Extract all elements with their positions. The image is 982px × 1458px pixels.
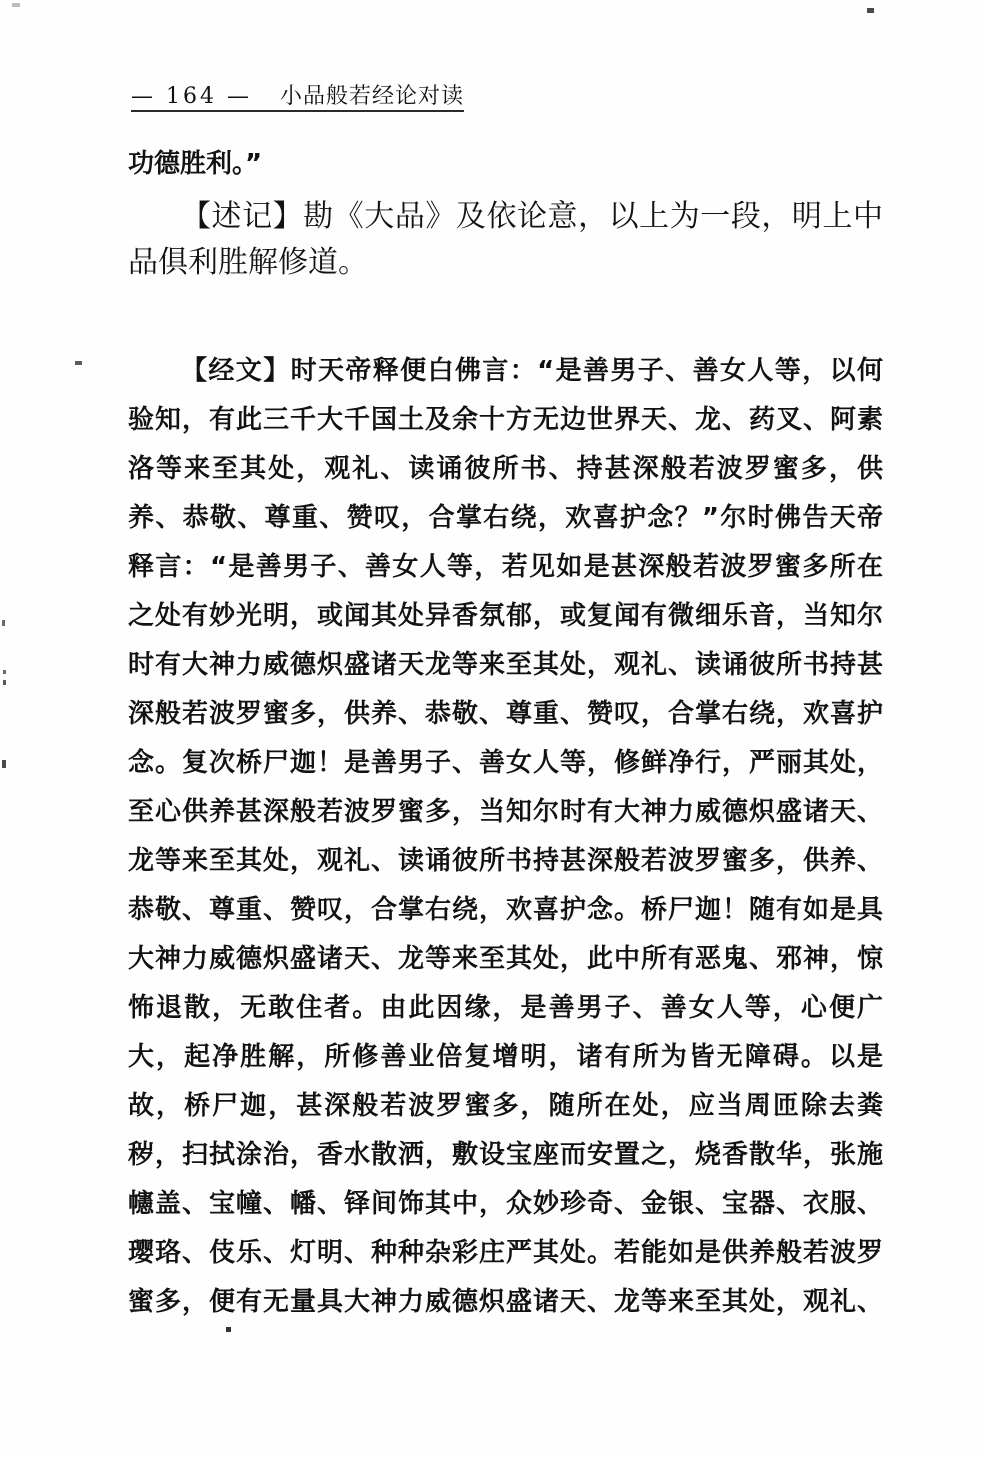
jingwen-line: 时有大神力威德炽盛诸天龙等来至其处，观礼、读诵彼所书持甚 [128, 650, 883, 680]
jingwen-line: 之处有妙光明，或闻其处异香氛郁，或复闻有微细乐音，当知尔 [128, 601, 883, 631]
jingwen-line: 璎珞、伎乐、灯明、种种杂彩庄严其处。若能如是供养般若波罗 [128, 1238, 883, 1268]
continuation-line: 功德胜利。” [128, 149, 263, 179]
shuji-line: 品俱利胜解修道。 [128, 245, 368, 280]
jingwen-line: 洛等来至其处，观礼、读诵彼所书、持甚深般若波罗蜜多，供 [128, 454, 883, 484]
jingwen-line: 怖退散，无敢住者。由此因缘，是善男子、善女人等，心便广 [128, 993, 883, 1023]
book-title: 小品般若经论对读 [279, 84, 464, 109]
jingwen-line: 释言：“是善男子、善女人等，若见如是甚深般若波罗蜜多所在 [128, 552, 883, 582]
jingwen-line: 大神力威德炽盛诸天、龙等来至其处，此中所有恶鬼、邪神，惊 [128, 944, 883, 974]
jingwen-line: 大，起净胜解，所修善业倍复增明，诸有所为皆无障碍。以是 [128, 1042, 883, 1072]
shuji-line: 【述记】勘《大品》及依论意，以上为一段，明上中 [181, 199, 883, 234]
text-column [128, 0, 883, 1458]
page-number: — 164 — [131, 84, 252, 109]
scan-speck [2, 760, 6, 768]
jingwen-line: 验知，有此三千大千国土及余十方无边世界天、龙、药叉、阿素 [128, 405, 883, 435]
jingwen-line: 故，桥尸迦，甚深般若波罗蜜多，随所在处，应当周匝除去粪 [128, 1091, 883, 1121]
jingwen-line: 深般若波罗蜜多，供养、恭敬、尊重、赞叹，合掌右绕，欢喜护 [128, 699, 883, 729]
scan-speck [2, 620, 5, 626]
scan-speck [75, 361, 82, 365]
scan-speck [867, 8, 874, 13]
scan-speck [12, 3, 20, 7]
jingwen-line: 养、恭敬、尊重、赞叹，合掌右绕，欢喜护念？”尔时佛告天帝 [128, 503, 883, 533]
scan-speck [3, 680, 6, 685]
jingwen-line: 秽，扫拭涂治，香水散洒，敷设宝座而安置之，烧香散华，张施 [128, 1140, 883, 1170]
scan-speck [3, 670, 6, 674]
jingwen-line: 至心供养甚深般若波罗蜜多，当知尔时有大神力威德炽盛诸天、 [128, 797, 883, 827]
jingwen-line: 蜜多，便有无量具大神力威德炽盛诸天、龙等来至其处，观礼、 [128, 1287, 883, 1317]
jingwen-line: 恭敬、尊重、赞叹，合掌右绕，欢喜护念。桥尸迦！随有如是具 [128, 895, 883, 925]
jingwen-line: 【经文】时天帝释便白佛言：“是善男子、善女人等，以何 [181, 356, 883, 386]
scan-speck [226, 1327, 231, 1332]
jingwen-line: 幰盖、宝幢、幡、铎间饰其中，众妙珍奇、金银、宝器、衣服、 [128, 1189, 883, 1219]
jingwen-line: 龙等来至其处，观礼、读诵彼所书持甚深般若波罗蜜多，供养、 [128, 846, 883, 876]
jingwen-line: 念。复次桥尸迦！是善男子、善女人等，修鲜净行，严丽其处， [128, 748, 883, 778]
